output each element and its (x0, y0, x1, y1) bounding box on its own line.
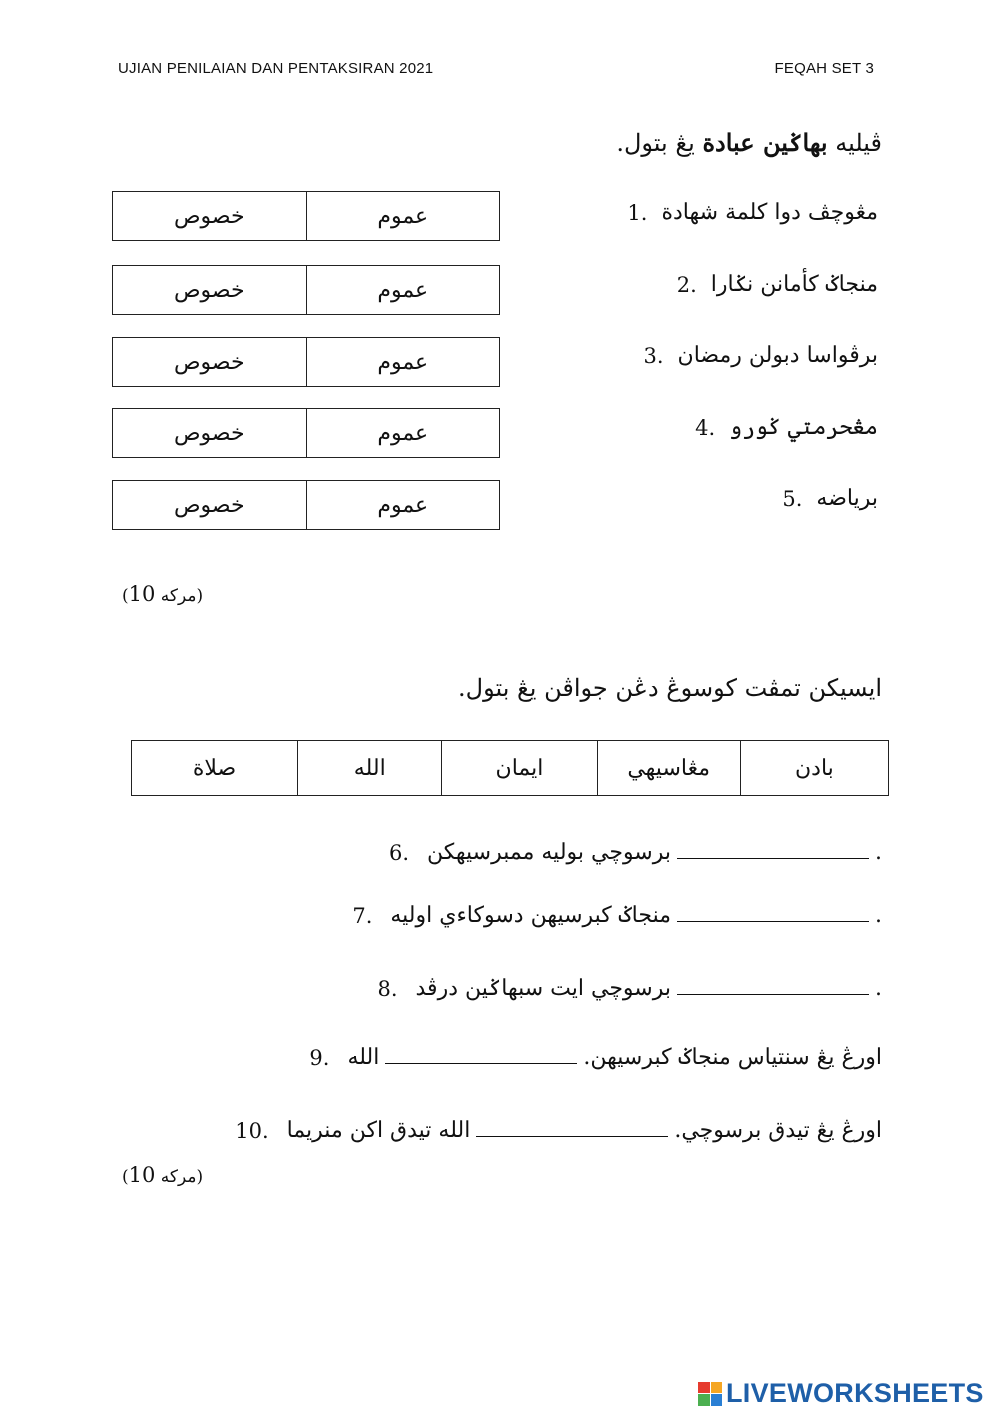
liveworksheets-logo (698, 1378, 984, 1409)
question-2 (677, 272, 878, 297)
header-right: FEQAH SET 3 (774, 60, 874, 77)
question-4 (695, 415, 878, 440)
section1-marks: (10 مركه) (122, 582, 204, 606)
instruction-post: يڠ بتول. (616, 129, 695, 157)
word-bank-item: صلاة (132, 741, 298, 795)
word-bank-item: ايمان (442, 741, 597, 795)
question-text-pre: الله تيدق اكن منريما (286, 1118, 471, 1143)
answer-blank[interactable] (677, 976, 869, 995)
section2-instruction: ايسيكن تمڤت كوسوڠ دڠن جواڤن يڠ بتول. (458, 674, 882, 702)
word-bank-item: مڠاسيهي (598, 741, 741, 795)
question-number: 7. (352, 903, 373, 928)
question-5 (782, 486, 878, 511)
option-umum[interactable]: عموم (306, 409, 500, 457)
section1-instruction (616, 128, 882, 157)
option-khusus[interactable]: خصوص (173, 349, 245, 375)
question-text-pre: منجاݢ كبرسيهن دسوكاءي اوليه (390, 903, 671, 928)
option-umum[interactable]: عموم (306, 266, 500, 314)
marks-word: مركه (160, 1167, 197, 1187)
options-q1 (112, 191, 500, 241)
options-q4 (112, 408, 500, 458)
answer-blank[interactable] (677, 840, 869, 859)
question-number: 2. (676, 272, 697, 297)
option-umum[interactable]: عموم (306, 481, 500, 529)
marks-word: مركه (160, 586, 197, 606)
question-text: منجاݢ كأمانن نݢارا (710, 272, 878, 297)
option-khusus[interactable]: خصوص (173, 277, 245, 303)
fill-question-10 (235, 1118, 882, 1143)
answer-blank[interactable] (385, 1045, 577, 1064)
brand-name: LIVEWORKSHEETS (726, 1378, 984, 1408)
option-khusus[interactable]: خصوص (173, 203, 245, 229)
section2-marks: (10 مركه) (122, 1163, 204, 1187)
option-khusus[interactable]: خصوص (173, 492, 245, 518)
question-text-pre: برسوچي بوليه ممبرسيهكن (427, 840, 671, 865)
question-3 (643, 343, 878, 368)
question-number: 1. (627, 200, 648, 225)
question-text-pre: الله (347, 1045, 380, 1070)
fill-question-9 (309, 1045, 882, 1070)
question-text-pre: برسوچي ايت سبهاݢين درڤد (415, 976, 671, 1001)
question-number: 8. (377, 976, 398, 1001)
header-left: UJIAN PENILAIAN DAN PENTAKSIRAN 2021 (118, 60, 434, 77)
question-text: مڠوچڤ دوا كلمة شهادة (661, 200, 878, 225)
question-text-post: اورڠ يڠ تيدق برسوچي. (674, 1118, 882, 1143)
question-text-post: اورڠ يڠ سنتياس منجاݢ كبرسيهن. (583, 1045, 882, 1070)
instruction-bold: بهاݢين عبادة (702, 128, 828, 157)
fill-question-7 (352, 903, 882, 928)
answer-blank[interactable] (677, 903, 869, 922)
question-number: 3. (643, 343, 664, 368)
word-bank-item: الله (298, 741, 442, 795)
marks-number: 10 (128, 582, 156, 606)
question-text: مڠحرمتي ݢورو (729, 415, 878, 440)
question-text: برڤواسا دبولن رمضان (677, 343, 878, 368)
question-text-post: . (875, 840, 882, 865)
options-q2 (112, 265, 500, 315)
question-text-post: . (875, 903, 882, 928)
question-number: 5. (782, 486, 803, 511)
options-q5 (112, 480, 500, 530)
liveworksheets-icon (698, 1382, 722, 1406)
fill-question-8 (377, 976, 882, 1001)
option-umum[interactable]: عموم (306, 192, 500, 240)
instruction-pre: ڤيليه (835, 129, 882, 157)
options-q3 (112, 337, 500, 387)
question-number: 4. (695, 415, 716, 440)
marks-number: 10 (128, 1163, 156, 1187)
fill-question-6 (389, 840, 882, 865)
question-number: 6. (388, 840, 409, 865)
option-umum[interactable]: عموم (306, 338, 500, 386)
question-number: 10. (235, 1118, 269, 1143)
option-khusus[interactable]: خصوص (173, 420, 245, 446)
question-text: برياضه (816, 486, 878, 511)
question-1 (627, 200, 878, 225)
word-bank (131, 740, 889, 796)
answer-blank[interactable] (476, 1118, 668, 1137)
question-number: 9. (309, 1045, 330, 1070)
word-bank-item: بادن (795, 755, 834, 781)
question-text-post: . (875, 976, 882, 1001)
